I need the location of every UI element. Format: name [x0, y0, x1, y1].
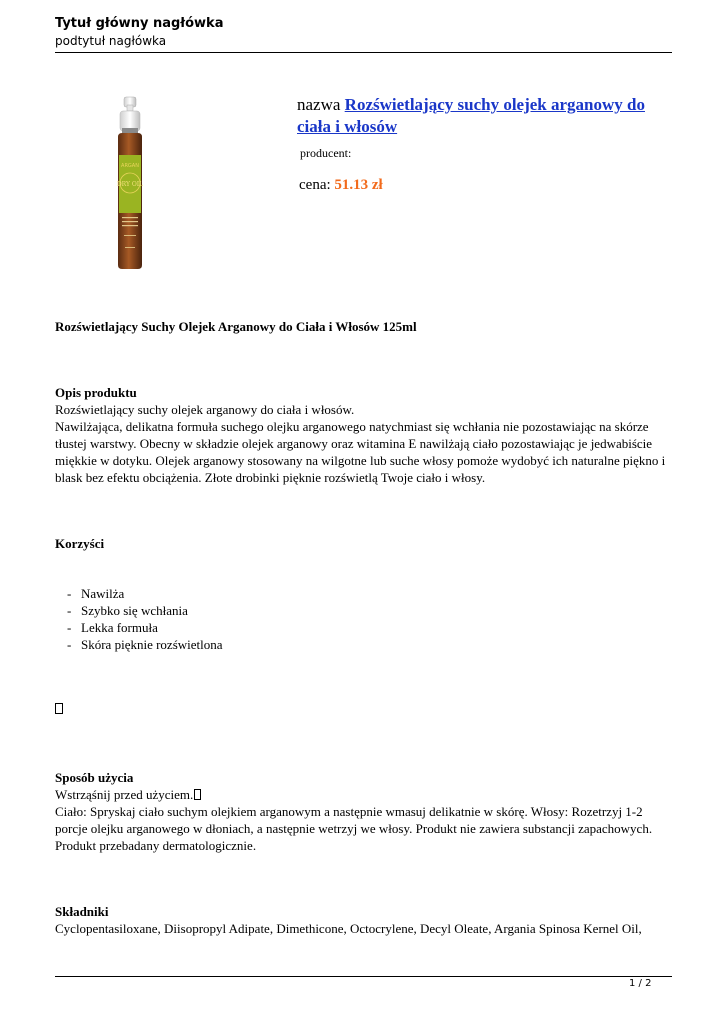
page-number: 1 / 2: [629, 978, 652, 989]
list-item: - Nawilża: [67, 586, 125, 601]
description-heading: Opis produktu: [55, 385, 137, 400]
list-item: - Lekka formuła: [67, 620, 158, 635]
missing-glyph-icon: [194, 789, 201, 800]
header-subtitle: podtytuł nagłówka: [55, 34, 167, 48]
product-name-label: nazwa: [297, 95, 341, 114]
usage-heading: Sposób użycia: [55, 770, 134, 785]
price-label: cena:: [299, 177, 331, 193]
product-name-link[interactable]: Rozświetlający suchy olejek arganowy do ciała i włosów: [297, 95, 645, 136]
ingredients-heading: Składniki: [55, 904, 109, 919]
list-item: - Szybko się wchłania: [67, 603, 188, 618]
product-full-title: Rozświetlający Suchy Olejek Arganowy do Ciała i Włosów 125ml: [55, 319, 417, 334]
usage-intro: [55, 786, 675, 803]
description-intro: Rozświetlający suchy olejek arganowy do ciała i włosów.: [55, 402, 355, 417]
price-value: 51.13 zł: [334, 177, 383, 193]
description-body: Nawilżająca, delikatna formuła suchego olejku arganowego natychmiast się wchłania nie pozostawiając na skórze tłustej warstwy. Obecny w składzie olejek arganowy oraz witamina E nawilżają ciało pozostawiając je jedwabiście miękkie w dotyku. Olejek arganowy stosowany na wilgotne lub suche włosy pomoże wydobyć ich naturalne piękno i blask bez efektu obciążenia. Złote drobinki pięknie rozświetlą Twoje ciało i włosy.: [55, 419, 666, 485]
usage-intro-text: Wstrząśnij przed użyciem.: [55, 787, 194, 802]
footer-divider: [55, 976, 672, 977]
product-name: [297, 94, 672, 138]
product-bottle-image: [100, 95, 160, 270]
benefits-heading: Korzyści: [55, 536, 105, 551]
svg-text:DRY OIL: DRY OIL: [116, 181, 144, 188]
benefit-label: Nawilża: [81, 586, 125, 601]
ingredients-text: Cyclopentasiloxane, Diisopropyl Adipate, Dimethicone, Octocrylene, Decyl Oleate, Argania Spinosa Kernel Oil,: [55, 921, 642, 936]
product-price: [299, 177, 383, 194]
header-divider: [55, 52, 672, 53]
list-item: - Skóra pięknie rozświetlona: [67, 637, 223, 652]
benefit-label: Skóra pięknie rozświetlona: [81, 637, 223, 652]
benefit-label: Szybko się wchłania: [81, 603, 188, 618]
usage-body: Ciało: Spryskaj ciało suchym olejkiem arganowym a następnie wmasuj delikatnie w skórę. Włosy: Rozetrzyj 1-2 porcje olejku arganowego w dłoniach, a następnie wetrzyj we włosy. Produkt nie zawiera substancji zapachowych. Produkt przebadany dermatologicznie.: [55, 804, 653, 853]
missing-glyph-icon: [55, 703, 63, 714]
benefit-label: Lekka formuła: [81, 620, 158, 635]
svg-text:ARGAN: ARGAN: [121, 163, 139, 169]
header-title: Tytuł główny nagłówka: [55, 16, 224, 31]
product-producer-label: producent:: [300, 146, 352, 160]
benefits-list: [67, 585, 223, 653]
